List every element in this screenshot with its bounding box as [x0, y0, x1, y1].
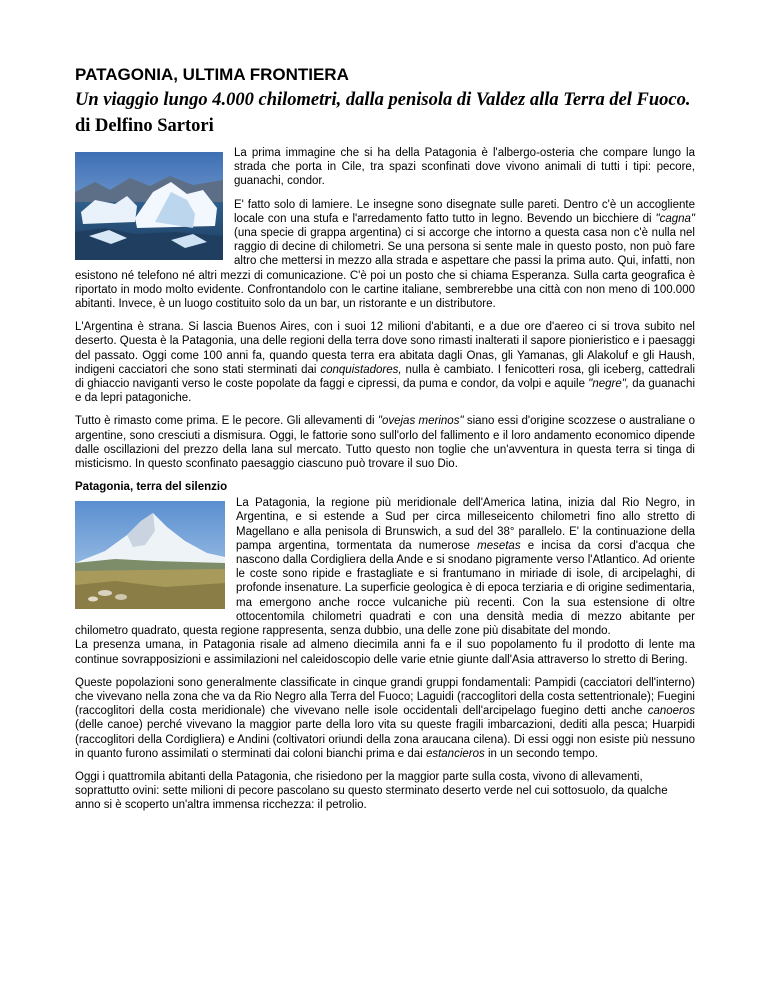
emphasis: "ovejas merinos": [377, 415, 464, 428]
text-run: (una specie di grappa argentina) ci si accorge che intorno a questa casa non c'è nulla nel raggio di decine di chilometri. Se una persona si sente male in questo posto, non può fare altro che mettersi in mezzo alla strada e aspettare che passi la prima auto. Qui, infatti, non esistono né telefono né altri mezzi di comunicazione. C'è poi un posto che si chiama Esperanza. Sulla carta geografica è riportato in modo molto evidente. Confrontandolo con le cartine italiane, sembrerebbe una città con non meno di 100.000 abitanti. Invece, è un luogo costituito solo da un bar, un ristorante e un distributore.: [75, 227, 695, 311]
text-run: siano essi d'origine scozzese o australiane o argentine, sono cresciuti a dismisura. Oggi, le fattorie sono sull'orlo del fallimento e il loro andamento economico dipende dalle oscillazioni del prezzo della lana sul mercato. Tutto questo non toglie che un'avventura in questa terra si tinga di misticismo. In questo sconfinato paesaggio ciascuno può trovare il suo Dio.: [75, 415, 695, 471]
emphasis: mesetas: [477, 539, 521, 552]
emphasis: conquistadores,: [320, 363, 402, 376]
text-run: Tutto è rimasto come prima. E le pecore. Gli allevamenti di: [75, 415, 378, 428]
text-run: E' fatto solo di lamiere. Le insegne sono disegnate sulle pareti. Dentro c'è un accogliente locale con una stufa e l'arredamento fatto tutto in legno. Bevendo un bicchiere di: [234, 198, 695, 225]
text-run: Queste popolazioni sono generalmente classificate in cinque grandi gruppi fondamentali: Pampidi (cacciatori dell'interno) che vivevano nella zona che va da Rio Negro alla Terra del Fuoco; Laguidi (raccoglitori della costa settentrionale); Fuegini (raccoglitori della costa meridionale) che vivevano nelle isole occidentali dell'arcipelago fuegino detti anche: [75, 676, 695, 718]
emphasis: estancieros: [425, 747, 485, 760]
paragraph-8: Oggi i quattromila abitanti della Patagonia, che risiedono per la maggior parte sulla costa, vivono di allevamenti, soprattutto ovini: sette milioni di pecore pascolano su questo sterminato deserto verde nel cui sottosuolo, da qualche anno si è scoperto un'altra immensa ricchezza: il petrolio.: [75, 770, 668, 812]
emphasis: canoeros: [647, 705, 695, 718]
emphasis: "cagna": [655, 212, 695, 225]
emphasis: "negre",: [588, 378, 630, 391]
paragraph-3: [75, 320, 695, 405]
paragraph-1: La prima immagine che si ha della Patagonia è l'albergo-osteria che compare lungo la strada che porta in Cile, tra spazi sconfinati dove vivono animali di tutti i tipi: pecore, guanachi, condor.: [234, 147, 695, 188]
text-run: da guanachi e da lepri patagoniche.: [75, 378, 695, 405]
text-run: in un secondo tempo.: [484, 747, 598, 760]
text-run: La Patagonia, la regione più meridionale dell'America latina, inizia dal Rio Negro, in Argentina, e si estende a Sud per circa milleseicento chilometri fino allo stretto di Magellano e alla penisola di Brunswich, a sud del 38° parallelo. E' la continuazione della pampa argentina, tormentata da numerose: [236, 497, 695, 552]
text-run: e incisa da corsi d'acqua che nascono dalla Cordigliera della Ande e si snodano pigramente verso l'Atlantico. Ad oriente le coste sono ripide e frastagliate e si frantumano in miriade di isole, di arcipelaghi, di profonde insenature. La superficie geologica è di epoca terziaria e di origine sedimentaria, ma emergono anche rocce vulcaniche più recenti. Con la sua estensione di oltre ottocentomila chilometri quadrati e con una densità media di mezzo abitante per chilometro quadrato, questa regione rappresenta, senza dubbio, una delle zone più disabitate del mondo.: [75, 539, 695, 638]
article: [75, 64, 695, 822]
paragraph-7: [75, 676, 695, 761]
snowy-mountain-pampa-photo: [75, 501, 225, 609]
article-title: PATAGONIA, ULTIMA FRONTIERA: [75, 65, 349, 84]
article-subtitle: Un viaggio lungo 4.000 chilometri, dalla penisola di Valdez alla Terra del Fuoco.: [75, 90, 691, 110]
paragraph-6: La presenza umana, in Patagonia risale ad almeno diecimila anni fa e il suo popolamento fu il prodotto di lente ma continue sovrapposizioni e assimilazioni nel caleidoscopio delle varie etnie giunte dall'Asia attraverso lo stretto di Bering.: [75, 639, 695, 666]
glacier-icebergs-photo: [75, 152, 223, 260]
text-run: (delle canoe) perché vivevano la maggior parte della loro vita su queste fragili imbarcazioni, dediti alla pesca; Huarpidi (raccoglitori della Cordigliera) e Andini (coltivatori oriundi della zona araucana cilena). Di essi oggi non esiste più nessuno in quanto furono assimilati o sterminati dai coloni bianchi prima e dai: [75, 719, 695, 760]
paragraph-4: [75, 414, 695, 471]
text-run: L'Argentina è strana. Si lascia Buenos Aires, con i suoi 12 milioni d'abitanti, e a due ore d'aereo ci si trova subito nel deserto. Questa è la Patagonia, una delle regioni della terra dove sono rimasti inalterati il sapore pionieristico e i paesaggi del passato. Oggi come 100 anni fa, quando questa terra era abitata dagli Onas, gli Yamanas, gli Alakoluf e gli Haush, indigeni cacciatori che sono stati sterminati dai: [75, 321, 695, 376]
article-byline: di Delfino Sartori: [75, 116, 214, 136]
section-heading: Patagonia, terra del silenzio: [75, 481, 228, 494]
text-run: nulla è cambiato. I fenicotteri rosa, gli iceberg, cattedrali di ghiaccio naviganti verso le coste popolate da faggi e cipressi, da puma e condor, da volpi e aquile: [75, 363, 696, 391]
